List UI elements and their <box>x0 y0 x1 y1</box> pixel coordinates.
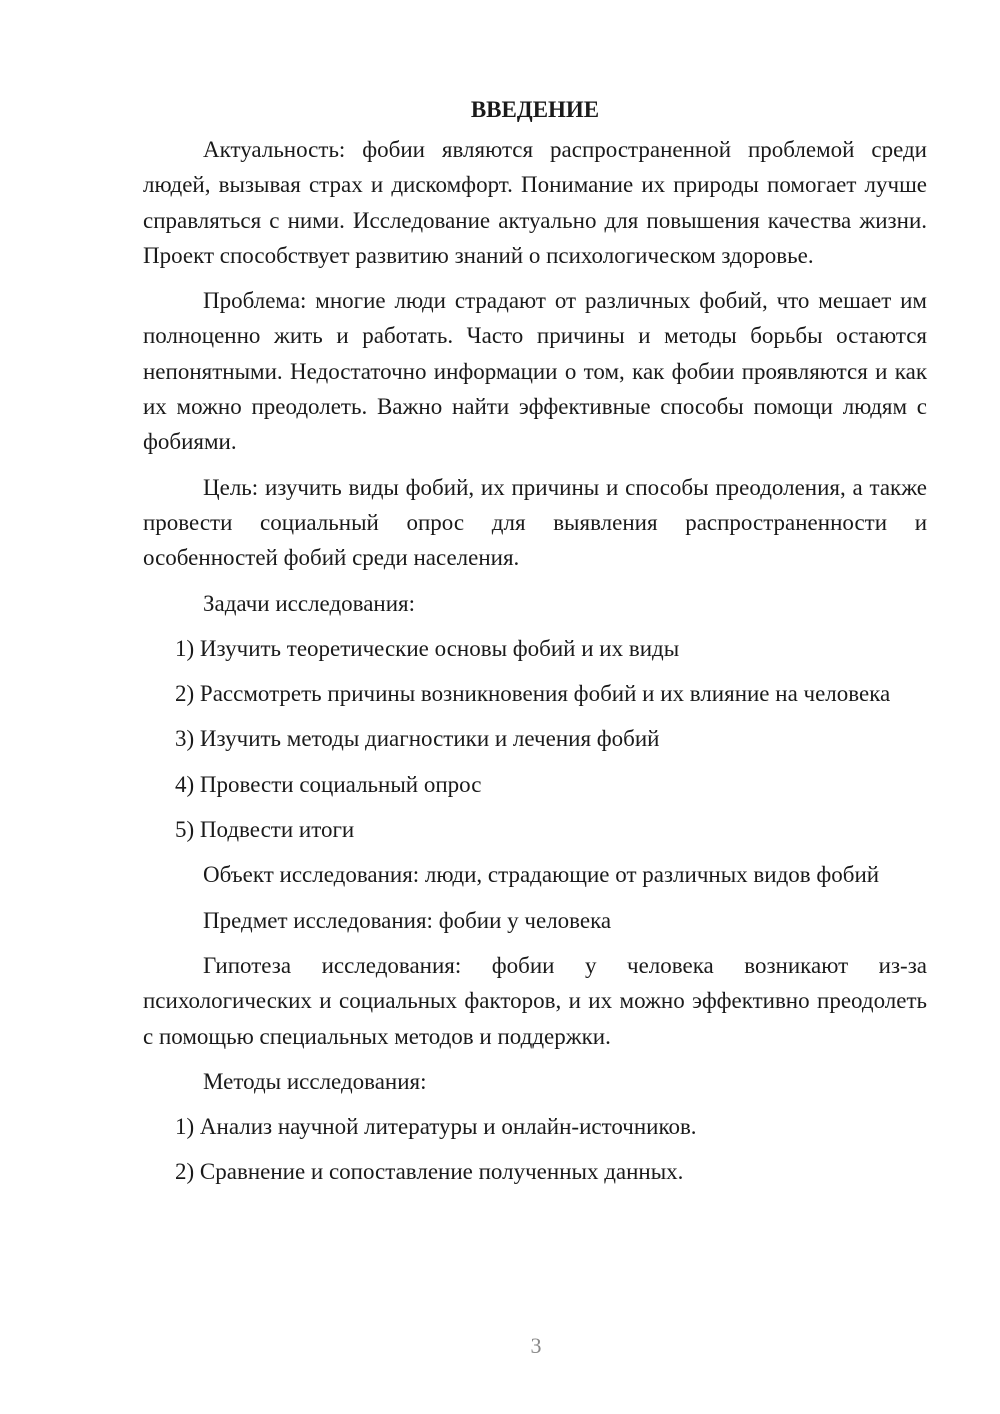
object-paragraph: Объект исследования: люди, страдающие от различных видов фобий <box>203 862 880 888</box>
task-item: 4) Провести социальный опрос <box>175 771 482 797</box>
task-item: 5) Подвести итоги <box>175 817 355 843</box>
section-heading: ВВЕДЕНИЕ <box>470 97 600 122</box>
methods-title: Методы исследования: <box>203 1068 427 1094</box>
subject-paragraph: Предмет исследования: фобии у человека <box>203 907 612 933</box>
task-item: 2) Рассмотреть причины возникновения фобий и их влияние на человека <box>175 681 891 707</box>
problem-paragraph: Проблема: многие люди страдают от различных фобий, что мешает им полноценно жить и работать. Часто причины и методы борьбы остаются непонятными. Недостаточно информации о том, как фобии проявляются и как их можно преодолеть. Важно найти эффективные способы помощи людям с фобиями. <box>143 288 927 455</box>
page-number: 3 <box>530 1333 542 1358</box>
document-page <box>143 92 927 1200</box>
task-item: 3) Изучить методы диагностики и лечения фобий <box>175 726 660 752</box>
relevance-paragraph: Актуальность: фобии являются распространенной проблемой среди людей, вызывая страх и дискомфорт. Понимание их природы помогает лучше справляться с ними. Исследование актуально для повышения качества жизни. Проект способствует развитию знаний о психологическом здоровье. <box>143 137 927 268</box>
hypothesis-paragraph: Гипотеза исследования: фобии у человека возникают из-за психологических и социальных факторов, и их можно эффективно преодолеть с помощью специальных методов и поддержки. <box>143 952 927 1049</box>
method-item: 1) Анализ научной литературы и онлайн-источников. <box>175 1114 697 1140</box>
method-item: 2) Сравнение и сопоставление полученных данных. <box>175 1159 684 1185</box>
task-item: 1) Изучить теоретические основы фобий и их виды <box>175 635 680 661</box>
goal-paragraph: Цель: изучить виды фобий, их причины и способы преодоления, а также провести социальный опрос для выявления распространенности и особенностей фобий среди населения. <box>143 474 927 571</box>
tasks-title: Задачи исследования: <box>203 590 416 616</box>
